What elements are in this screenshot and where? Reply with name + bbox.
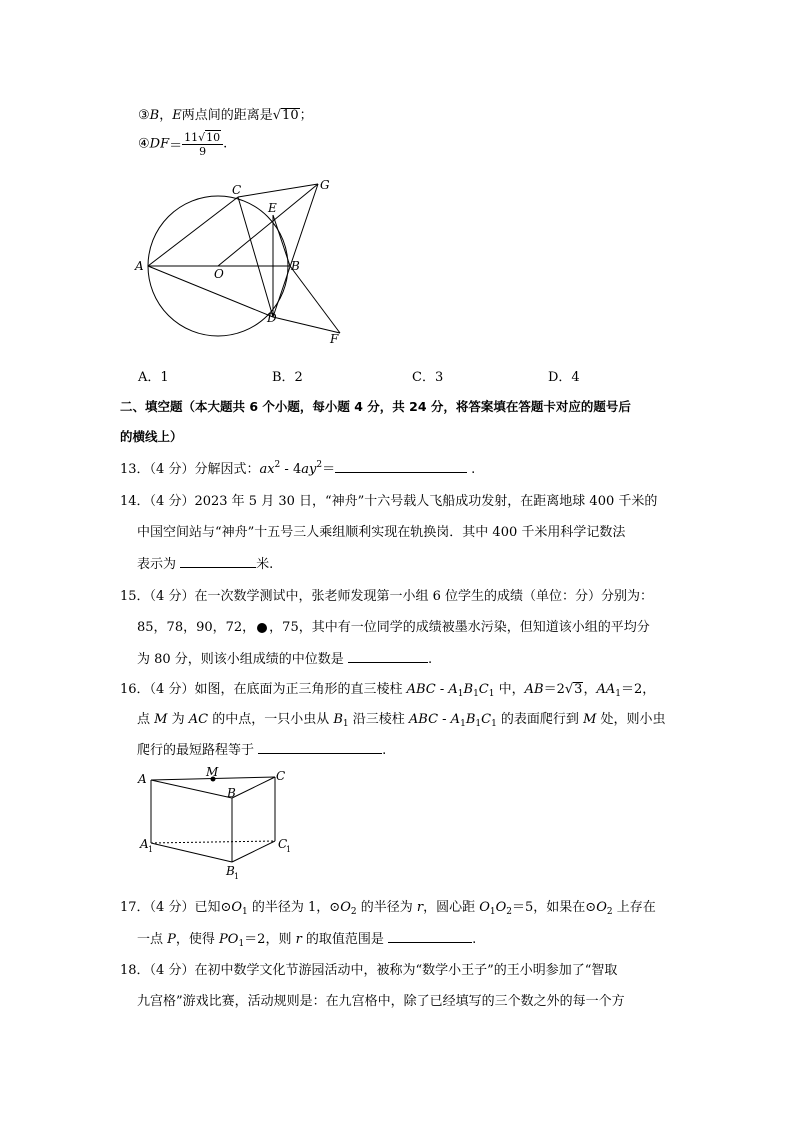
section-heading-line2: 的横线上）: [120, 429, 183, 444]
o: O: [479, 900, 490, 915]
text: ＝5，如果在⊙: [512, 900, 597, 915]
comma: ，: [159, 108, 173, 123]
q16-b: B: [463, 682, 474, 697]
segment-cd: [238, 197, 273, 317]
sub: 1: [488, 689, 495, 699]
text: 的半径为: [356, 900, 417, 915]
b1: B: [333, 712, 343, 727]
o: O: [231, 900, 243, 915]
po: PO: [219, 932, 239, 947]
sub: 1: [489, 907, 496, 917]
fraction: [182, 130, 223, 158]
q14-answer-blank[interactable]: [180, 555, 256, 568]
label-a: A: [135, 259, 144, 273]
segment-ad: [148, 266, 273, 317]
text: 沿三棱柱: [348, 712, 409, 727]
sub: 2: [606, 907, 613, 917]
q13-number: 13．: [120, 462, 150, 477]
point-b: B: [149, 108, 160, 123]
q15-scores: 85，78，90，72，: [137, 620, 256, 635]
q13-minus4: - 4: [280, 462, 302, 477]
q17-line2: [137, 928, 476, 947]
item-4: [138, 130, 227, 158]
comma: ，: [583, 682, 597, 697]
q14-text: 表示为: [137, 557, 181, 572]
segment-ac: [148, 197, 238, 266]
sub-c1: 1: [286, 845, 292, 854]
q15-answer-blank[interactable]: [348, 650, 428, 663]
df-label: DF: [149, 136, 170, 152]
label-e: E: [268, 201, 277, 215]
q16-ab: AB: [524, 682, 544, 697]
q16-aa: AA: [596, 682, 616, 697]
r: r: [295, 932, 302, 947]
q18-line2: 九宫格”游戏比赛，活动规则是：在九宫格中，除了已经填写的三个数之外的每一个方: [137, 994, 625, 1009]
ac: AC: [188, 712, 209, 727]
sub: 1: [475, 719, 482, 729]
edge-a1c1-hidden: [151, 841, 275, 843]
c: C: [481, 712, 492, 727]
o: O: [596, 900, 607, 915]
text: 点: [137, 712, 155, 727]
segment-eb: [273, 215, 290, 266]
q13-term-ay: ay: [301, 462, 317, 477]
q13-text: （4 分）分解因式：: [149, 462, 260, 477]
text: 的表面爬行到: [496, 712, 584, 727]
text: 上存在: [612, 900, 656, 915]
choice-a: A．1: [138, 370, 169, 385]
label-a1: A: [140, 837, 149, 851]
text: 两点间的距离是: [181, 108, 273, 123]
q16-line1: [120, 678, 655, 697]
sub-b1: 1: [234, 872, 240, 881]
q16-line2: [137, 708, 666, 727]
numerator: [182, 130, 223, 145]
q15-line3: [137, 648, 432, 667]
b: B: [465, 712, 476, 727]
sub: 1: [238, 939, 245, 949]
point-e: E: [172, 108, 182, 123]
q16-prism: ABC - A: [406, 682, 458, 697]
q15-line1: 15．（4 分）在一次数学测试中，张老师发现第一小组 6 位学生的成绩（单位：分）分别为：: [120, 589, 653, 604]
ink-blot-icon: [257, 623, 267, 633]
o: O: [495, 900, 507, 915]
item-3: [138, 104, 313, 123]
text: 处，则小虫: [596, 712, 666, 727]
circled-4: ④: [138, 136, 150, 152]
sub: 1: [473, 689, 479, 699]
edge-ab: [151, 780, 232, 798]
text: 的取值范围是: [301, 932, 389, 947]
text: 的中点，一只小虫从: [208, 712, 334, 727]
q16-period: .: [382, 743, 387, 758]
q16-eq: ＝2，: [620, 682, 656, 697]
o: O: [340, 900, 351, 915]
q13-equals: ＝: [322, 462, 336, 477]
label-c: C: [232, 183, 242, 197]
sqrt-value: 3: [574, 682, 583, 697]
sub: 1: [342, 719, 349, 729]
period: .: [472, 932, 477, 947]
circled-3: ③: [138, 108, 150, 123]
sqrt-symbol: √: [564, 682, 574, 697]
choice-d: D．4: [548, 370, 580, 385]
sqrt-value: 10: [206, 131, 221, 144]
q16-text: 16．（4 分）如图，在底面为正三角形的直三棱柱: [120, 682, 407, 697]
q17-answer-blank[interactable]: [388, 930, 472, 943]
q14-line3: [137, 553, 273, 572]
q14-line1: 14．（4 分）2023 年 5 月 30 日，“神舟”十六号载人飞船成功发射，在距离地球 400 千米的: [120, 494, 658, 509]
sqrt-value: 10: [282, 108, 299, 123]
coef: 11: [184, 131, 199, 144]
prism: ABC - A: [408, 712, 461, 727]
q13-answer-blank[interactable]: [335, 460, 467, 473]
label-g: G: [320, 178, 330, 192]
text: 一点: [137, 932, 168, 947]
sqrt-symbol: √: [272, 108, 282, 123]
sub: 1: [491, 719, 497, 729]
label-m: M: [206, 765, 219, 779]
section-heading-line1: 二、填空题（本大题共 6 个小题，每小题 4 分，共 24 分，将答案填在答题卡对应的题号后: [120, 399, 631, 414]
label-f: F: [330, 332, 339, 346]
q13-exp1: 2: [274, 460, 281, 470]
sub-a1: 1: [148, 845, 154, 854]
m: M: [154, 712, 168, 727]
q16-line3: [137, 739, 386, 758]
segment-gd: [273, 184, 318, 317]
sub: 1: [457, 689, 464, 699]
q16-text: 中，: [494, 682, 525, 697]
label-b: B: [227, 786, 236, 800]
edge-bc: [232, 777, 275, 798]
q16-c: C: [478, 682, 489, 697]
text: 为: [167, 712, 189, 727]
semicolon: ；: [299, 108, 313, 123]
segment-cg: [238, 184, 318, 197]
q16-answer-blank[interactable]: [258, 741, 382, 754]
circle-figure: [130, 175, 370, 350]
p: P: [167, 932, 176, 947]
text: ，圆心距: [423, 900, 480, 915]
prism-figure: [130, 765, 300, 883]
q14-line2: 中国空间站与“神舟”十五号三人乘组顺利实现在轨换岗．其中 400 千米用科学记数法: [137, 525, 626, 540]
q17-line1: [120, 896, 656, 915]
question-13: [120, 458, 475, 477]
equals: ＝: [169, 138, 183, 154]
sub: 1: [460, 719, 466, 729]
q15-line2: [137, 616, 650, 635]
q16-text: 爬行的最短路程等于: [137, 743, 259, 758]
label-c1: C: [278, 837, 288, 851]
r: r: [416, 900, 424, 915]
choice-b: B．2: [272, 370, 303, 385]
sqrt-symbol: √: [198, 131, 206, 144]
label-o: O: [214, 267, 224, 281]
q15-text2: 为 80 分，则该小组成绩的中位数是: [137, 652, 348, 667]
q13-exp2: 2: [316, 460, 323, 470]
q16-eq: ＝2: [543, 682, 565, 697]
edge-b1c1: [232, 841, 275, 862]
m: M: [583, 712, 597, 727]
sub: 1: [615, 689, 621, 699]
q13-term-ax: ax: [259, 462, 275, 477]
period: .: [223, 136, 228, 152]
text: 的半径为 1，⊙: [247, 900, 341, 915]
sub: 1: [242, 907, 248, 917]
q14-unit: 米.: [256, 557, 274, 572]
edge-a1b1: [151, 843, 232, 862]
choice-c: C．3: [412, 370, 444, 385]
denominator: 9: [199, 145, 207, 158]
q15-period: .: [427, 652, 433, 667]
label-b1: B: [226, 864, 235, 878]
label-d: D: [267, 311, 277, 325]
q18-line1: 18．（4 分）在初中数学文化节游园活动中，被称为“数学小王子”的王小明参加了“智取: [120, 963, 618, 978]
label-c: C: [276, 769, 286, 783]
label-a: A: [138, 772, 147, 786]
sub: 2: [506, 907, 513, 917]
label-b: B: [291, 259, 300, 273]
text: ，使得: [175, 932, 220, 947]
q15-text: ，75，其中有一位同学的成绩被墨水污染，但知道该小组的平均分: [269, 620, 650, 635]
sub: 2: [350, 907, 357, 917]
text: 17．（4 分）已知⊙: [120, 900, 232, 915]
text: ＝2，则: [244, 932, 296, 947]
q13-period: .: [471, 462, 476, 477]
